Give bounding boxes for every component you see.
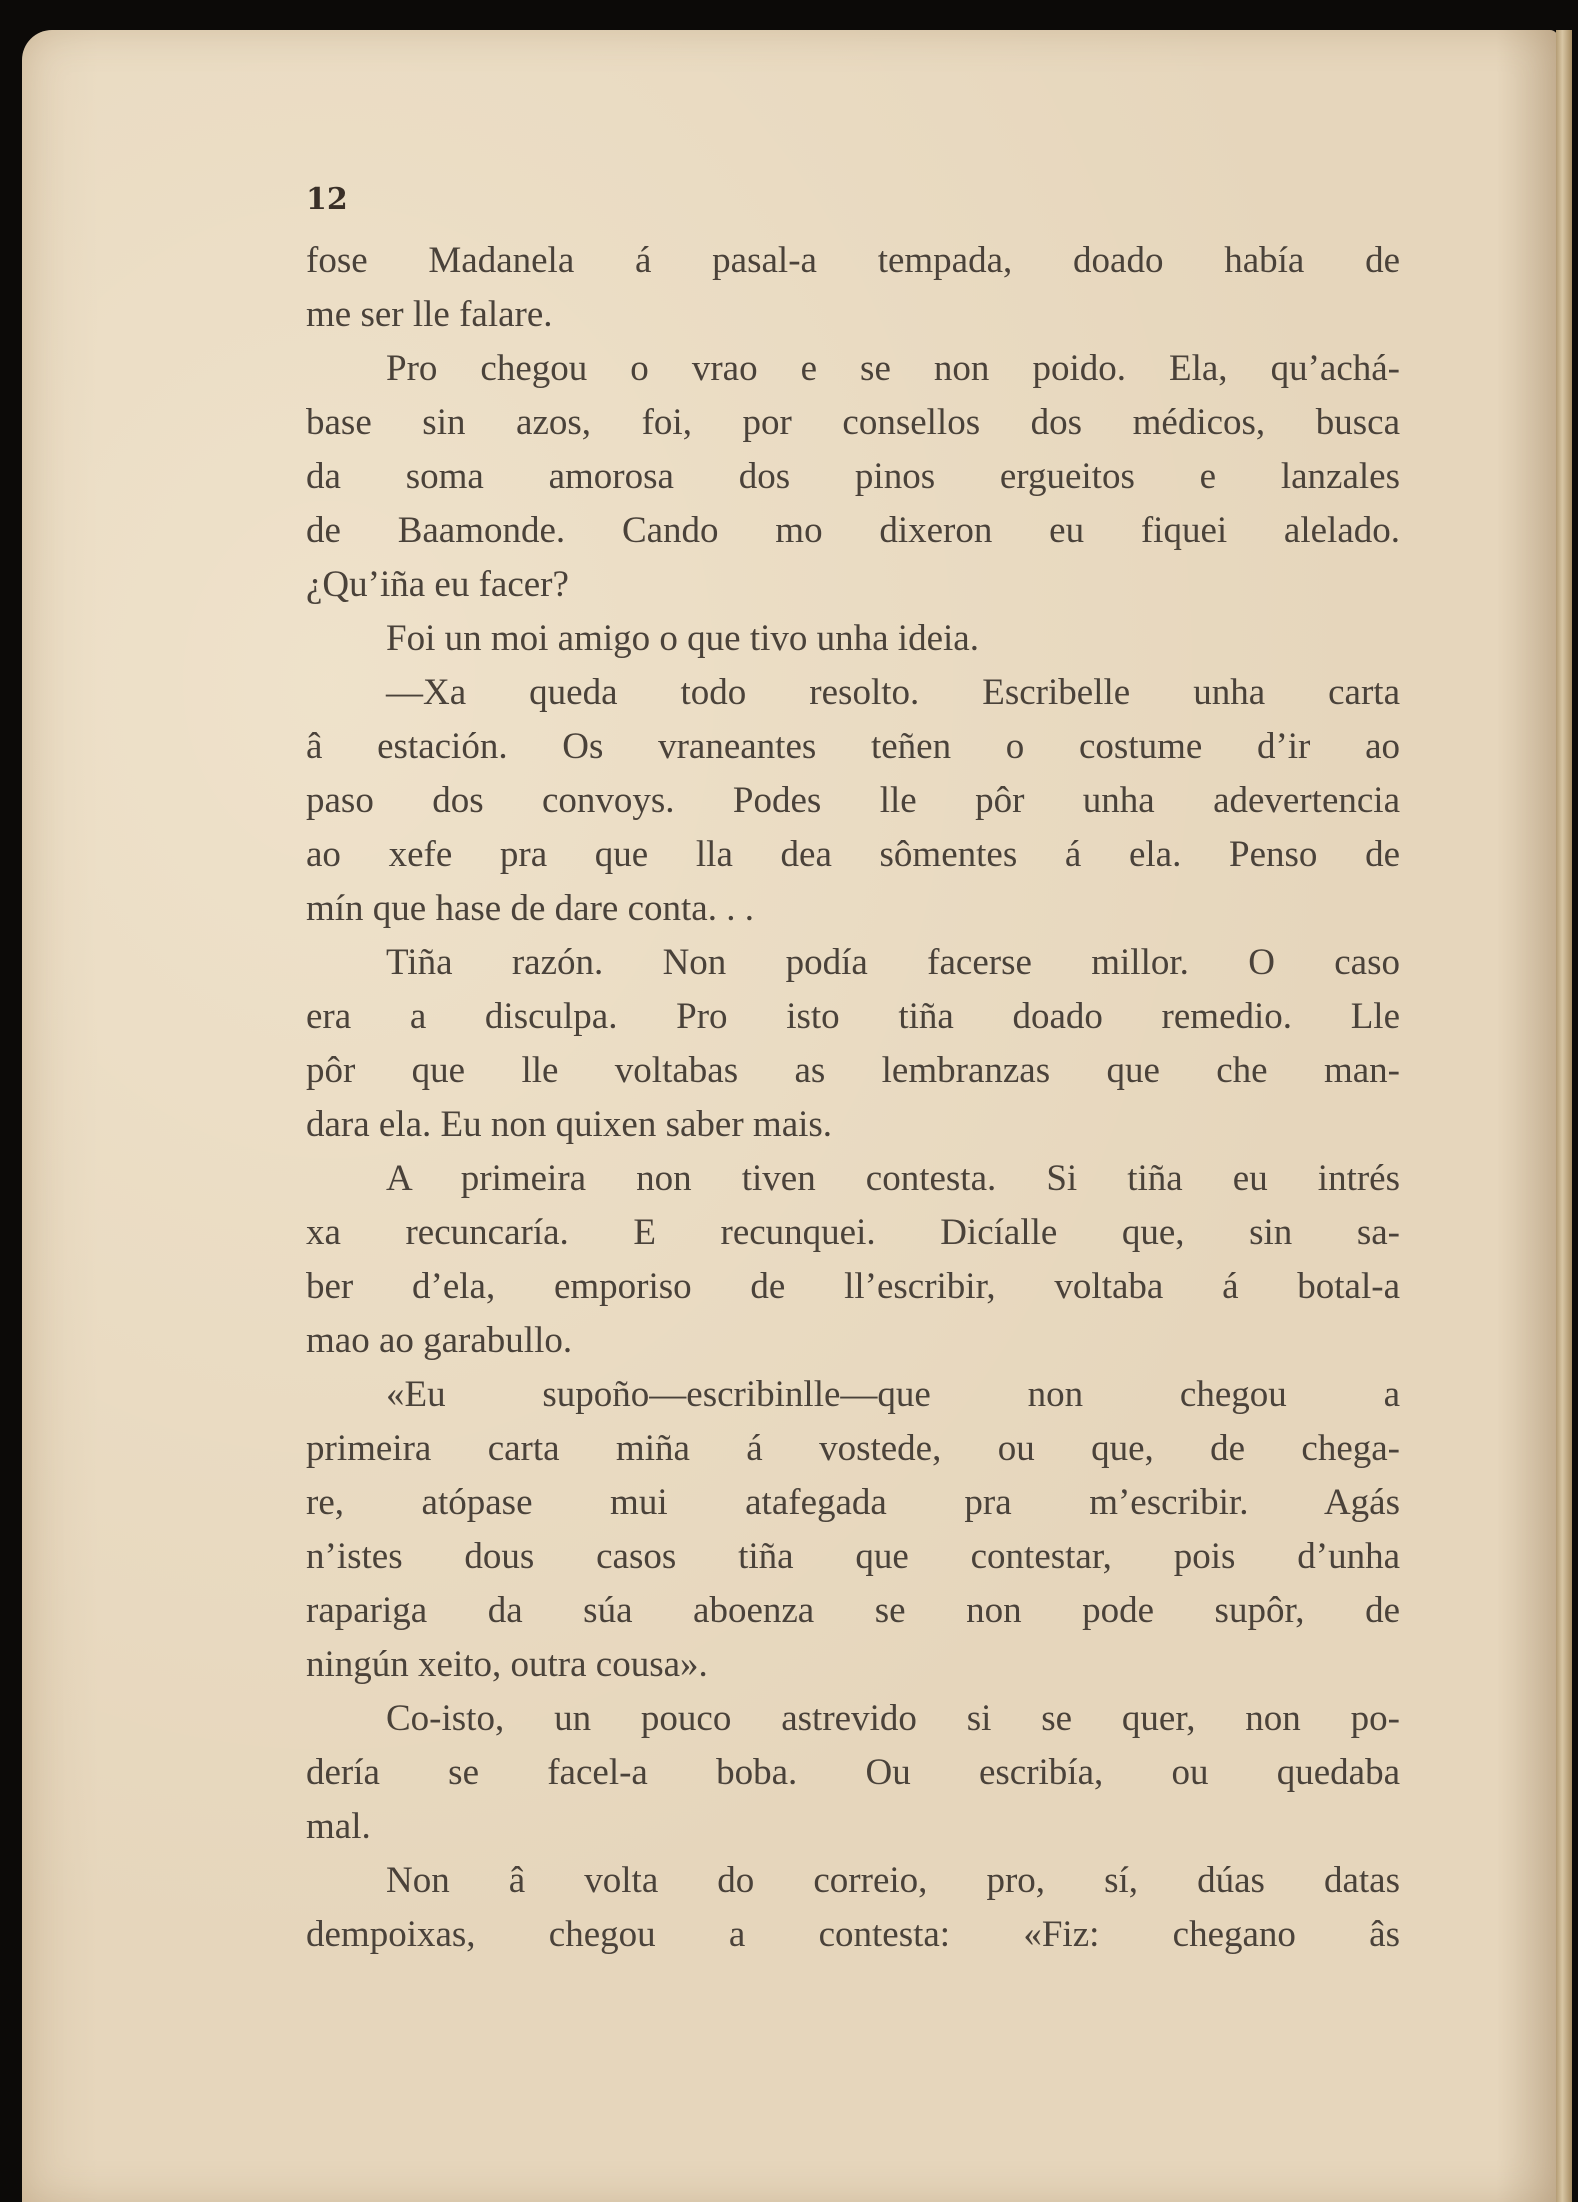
text-line: dería se facel-a boba. Ou escribía, ou quedaba [306, 1752, 1400, 1793]
text-line: mín que hase de dare conta. . . [306, 888, 754, 929]
text-line: pôr que lle voltabas as lembranzas que che man- [306, 1050, 1400, 1091]
text-line: ningún xeito, outra cousa». [306, 1644, 708, 1685]
text-line: A primeira non tiven contesta. Si tiña eu intrés [386, 1158, 1400, 1199]
text-line: mal. [306, 1806, 371, 1847]
text-line: dara ela. Eu non quixen saber mais. [306, 1104, 833, 1145]
text-line: Pro chegou o vrao e se non poido. Ela, qu’achá- [386, 348, 1400, 389]
text-line: fose Madanela á pasal-a tempada, doado había de [306, 240, 1400, 281]
text-line: da soma amorosa dos pinos ergueitos e lanzales [306, 456, 1400, 497]
text-line: â estación. Os vraneantes teñen o costume d’ir ao [306, 726, 1400, 767]
text-line: xa recuncaría. E recunquei. Dicíalle que, sin sa- [306, 1212, 1400, 1253]
text-line: paso dos convoys. Podes lle pôr unha adevertencia [306, 780, 1400, 821]
text-line: rapariga da súa aboenza se non pode supôr, de [306, 1590, 1400, 1631]
text-line: Co-isto, un pouco astrevido si se quer, non po- [386, 1698, 1400, 1739]
page-number: 12 [306, 182, 348, 217]
text-line: Tiña razón. Non podía facerse millor. O caso [386, 942, 1400, 983]
text-line: ber d’ela, emporiso de ll’escribir, voltaba á botal-a [306, 1266, 1400, 1307]
text-line: base sin azos, foi, por consellos dos médicos, busca [306, 402, 1400, 443]
text-line: Foi un moi amigo o que tivo unha ideia. [386, 618, 979, 659]
text-line: n’istes dous casos tiña que contestar, pois d’unha [306, 1536, 1400, 1577]
text-line: dempoixas, chegou a contesta: «Fiz: chegano âs [306, 1914, 1400, 1955]
text-line: «Eu supoño—escribinlle—que non chegou a [386, 1374, 1400, 1415]
text-line: Non â volta do correio, pro, sí, dúas datas [386, 1860, 1400, 1901]
text-line: era a disculpa. Pro isto tiña doado remedio. Lle [306, 996, 1400, 1037]
text-line: —Xa queda todo resolto. Escribelle unha carta [386, 672, 1400, 713]
text-line: ao xefe pra que lla dea sômentes á ela. Penso de [306, 834, 1400, 875]
text-line: re, atópase mui atafegada pra m’escribir. Agás [306, 1482, 1400, 1523]
text-line: primeira carta miña á vostede, ou que, de chega- [306, 1428, 1400, 1469]
body-text [306, 234, 1400, 1962]
text-line: ¿Qu’iña eu facer? [306, 564, 569, 605]
text-line: mao ao garabullo. [306, 1320, 573, 1361]
page-edge [1556, 30, 1572, 2202]
text-line: me ser lle falare. [306, 294, 553, 335]
text-line: de Baamonde. Cando mo dixeron eu fiquei alelado. [306, 510, 1400, 551]
